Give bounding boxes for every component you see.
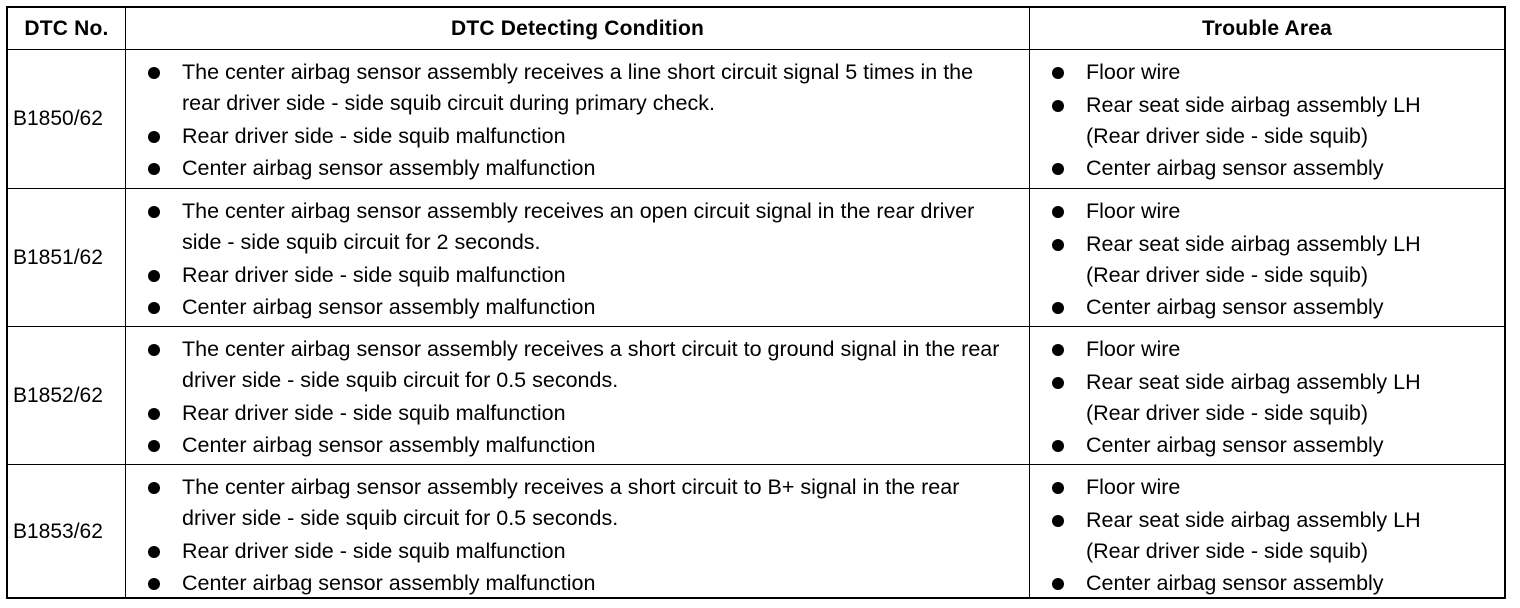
list-item bbox=[1030, 505, 1504, 567]
bullet-icon bbox=[148, 67, 160, 79]
list-item bbox=[1030, 568, 1504, 599]
area-text: Center airbag sensor assembly bbox=[1086, 156, 1384, 180]
dtc-code: B1850/62 bbox=[8, 50, 126, 188]
bullet-icon bbox=[1052, 440, 1064, 452]
trouble-area-cell bbox=[1030, 327, 1504, 464]
condition-text: Rear driver side - side squib malfunction bbox=[182, 123, 566, 148]
area-text: Floor wire bbox=[1086, 199, 1181, 223]
bullet-icon bbox=[148, 270, 160, 282]
bullet-icon bbox=[1052, 206, 1064, 218]
trouble-area-cell bbox=[1030, 50, 1504, 188]
list-item bbox=[1030, 229, 1504, 291]
table-header-row bbox=[8, 8, 1504, 49]
list-item bbox=[126, 568, 1029, 599]
bullet-icon bbox=[1052, 67, 1064, 79]
area-text: Rear seat side airbag assembly LH (Rear driver side - side squib) bbox=[1086, 92, 1421, 148]
bullet-icon bbox=[1052, 239, 1064, 251]
area-text: Floor wire bbox=[1086, 337, 1181, 361]
bullet-icon bbox=[1052, 578, 1064, 590]
bullet-icon bbox=[148, 302, 160, 314]
table-row bbox=[8, 49, 1504, 188]
list-item bbox=[126, 57, 1029, 119]
bullet-icon bbox=[148, 163, 160, 175]
dtc-code: B1853/62 bbox=[8, 465, 126, 599]
bullet-icon bbox=[1052, 515, 1064, 527]
list-item bbox=[126, 196, 1029, 258]
area-text: Center airbag sensor assembly bbox=[1086, 433, 1384, 457]
list-item bbox=[1030, 153, 1504, 184]
condition-cell bbox=[126, 465, 1030, 599]
area-text: Floor wire bbox=[1086, 60, 1181, 84]
list-item bbox=[126, 472, 1029, 534]
dtc-code: B1852/62 bbox=[8, 327, 126, 464]
condition-text: Rear driver side - side squib malfunction bbox=[182, 262, 566, 287]
list-item bbox=[1030, 292, 1504, 323]
bullet-icon bbox=[1052, 482, 1064, 494]
bullet-icon bbox=[1052, 377, 1064, 389]
header-trouble-area: Trouble Area bbox=[1202, 16, 1332, 40]
area-text: Rear seat side airbag assembly LH (Rear driver side - side squib) bbox=[1086, 231, 1421, 287]
dtc-code: B1851/62 bbox=[8, 189, 126, 326]
area-text: Rear seat side airbag assembly LH (Rear driver side - side squib) bbox=[1086, 369, 1421, 425]
area-text: Center airbag sensor assembly bbox=[1086, 571, 1384, 595]
condition-text: Center airbag sensor assembly malfunction bbox=[182, 156, 596, 180]
bullet-icon bbox=[148, 408, 160, 420]
bullet-icon bbox=[1052, 163, 1064, 175]
table-row bbox=[8, 464, 1504, 599]
bullet-icon bbox=[1052, 302, 1064, 314]
bullet-icon bbox=[148, 546, 160, 558]
condition-cell bbox=[126, 50, 1030, 188]
bullet-icon bbox=[1052, 344, 1064, 356]
list-item bbox=[1030, 90, 1504, 152]
area-text: Floor wire bbox=[1086, 475, 1181, 499]
condition-text: Center airbag sensor assembly malfunction bbox=[182, 433, 596, 457]
condition-text: Rear driver side - side squib malfunction bbox=[182, 400, 566, 425]
list-item bbox=[1030, 472, 1504, 503]
list-item bbox=[1030, 367, 1504, 429]
condition-text: Center airbag sensor assembly malfunction bbox=[182, 571, 596, 595]
table-row bbox=[8, 326, 1504, 464]
list-item bbox=[126, 292, 1029, 323]
bullet-icon bbox=[1052, 100, 1064, 112]
condition-text: The center airbag sensor assembly receives a line short circuit signal 5 times in the rear driver side - side squib circuit during primary check. bbox=[182, 60, 974, 115]
bullet-icon bbox=[148, 578, 160, 590]
list-item bbox=[126, 153, 1029, 184]
table-row bbox=[8, 188, 1504, 326]
list-item bbox=[126, 398, 1029, 429]
trouble-area-cell bbox=[1030, 465, 1504, 599]
bullet-icon bbox=[148, 440, 160, 452]
list-item bbox=[126, 260, 1029, 291]
condition-text: The center airbag sensor assembly receives a short circuit to ground signal in the rear driver side - side squib circuit for 0.5 seconds. bbox=[182, 337, 1000, 392]
area-text: Center airbag sensor assembly bbox=[1086, 295, 1384, 319]
list-item bbox=[1030, 334, 1504, 365]
condition-text: The center airbag sensor assembly receives an open circuit signal in the rear driver side - side squib circuit for 2 seconds. bbox=[182, 199, 975, 254]
bullet-icon bbox=[148, 131, 160, 143]
condition-text: The center airbag sensor assembly receives a short circuit to B+ signal in the rear driver side - side squib circuit for 0.5 seconds. bbox=[182, 475, 960, 530]
condition-cell bbox=[126, 189, 1030, 326]
list-item bbox=[1030, 430, 1504, 461]
list-item bbox=[126, 536, 1029, 567]
condition-text: Center airbag sensor assembly malfunction bbox=[182, 295, 596, 319]
condition-cell bbox=[126, 327, 1030, 464]
list-item bbox=[1030, 196, 1504, 227]
header-dtc-no: DTC No. bbox=[8, 8, 126, 49]
list-item bbox=[126, 430, 1029, 461]
area-text: Rear seat side airbag assembly LH (Rear driver side - side squib) bbox=[1086, 507, 1421, 563]
list-item bbox=[1030, 57, 1504, 88]
list-item bbox=[126, 334, 1029, 396]
list-item bbox=[126, 121, 1029, 152]
bullet-icon bbox=[148, 482, 160, 494]
condition-text: Rear driver side - side squib malfunction bbox=[182, 538, 566, 563]
trouble-area-cell bbox=[1030, 189, 1504, 326]
dtc-table bbox=[6, 6, 1506, 599]
bullet-icon bbox=[148, 344, 160, 356]
bullet-icon bbox=[148, 206, 160, 218]
header-condition: DTC Detecting Condition bbox=[126, 8, 1030, 49]
